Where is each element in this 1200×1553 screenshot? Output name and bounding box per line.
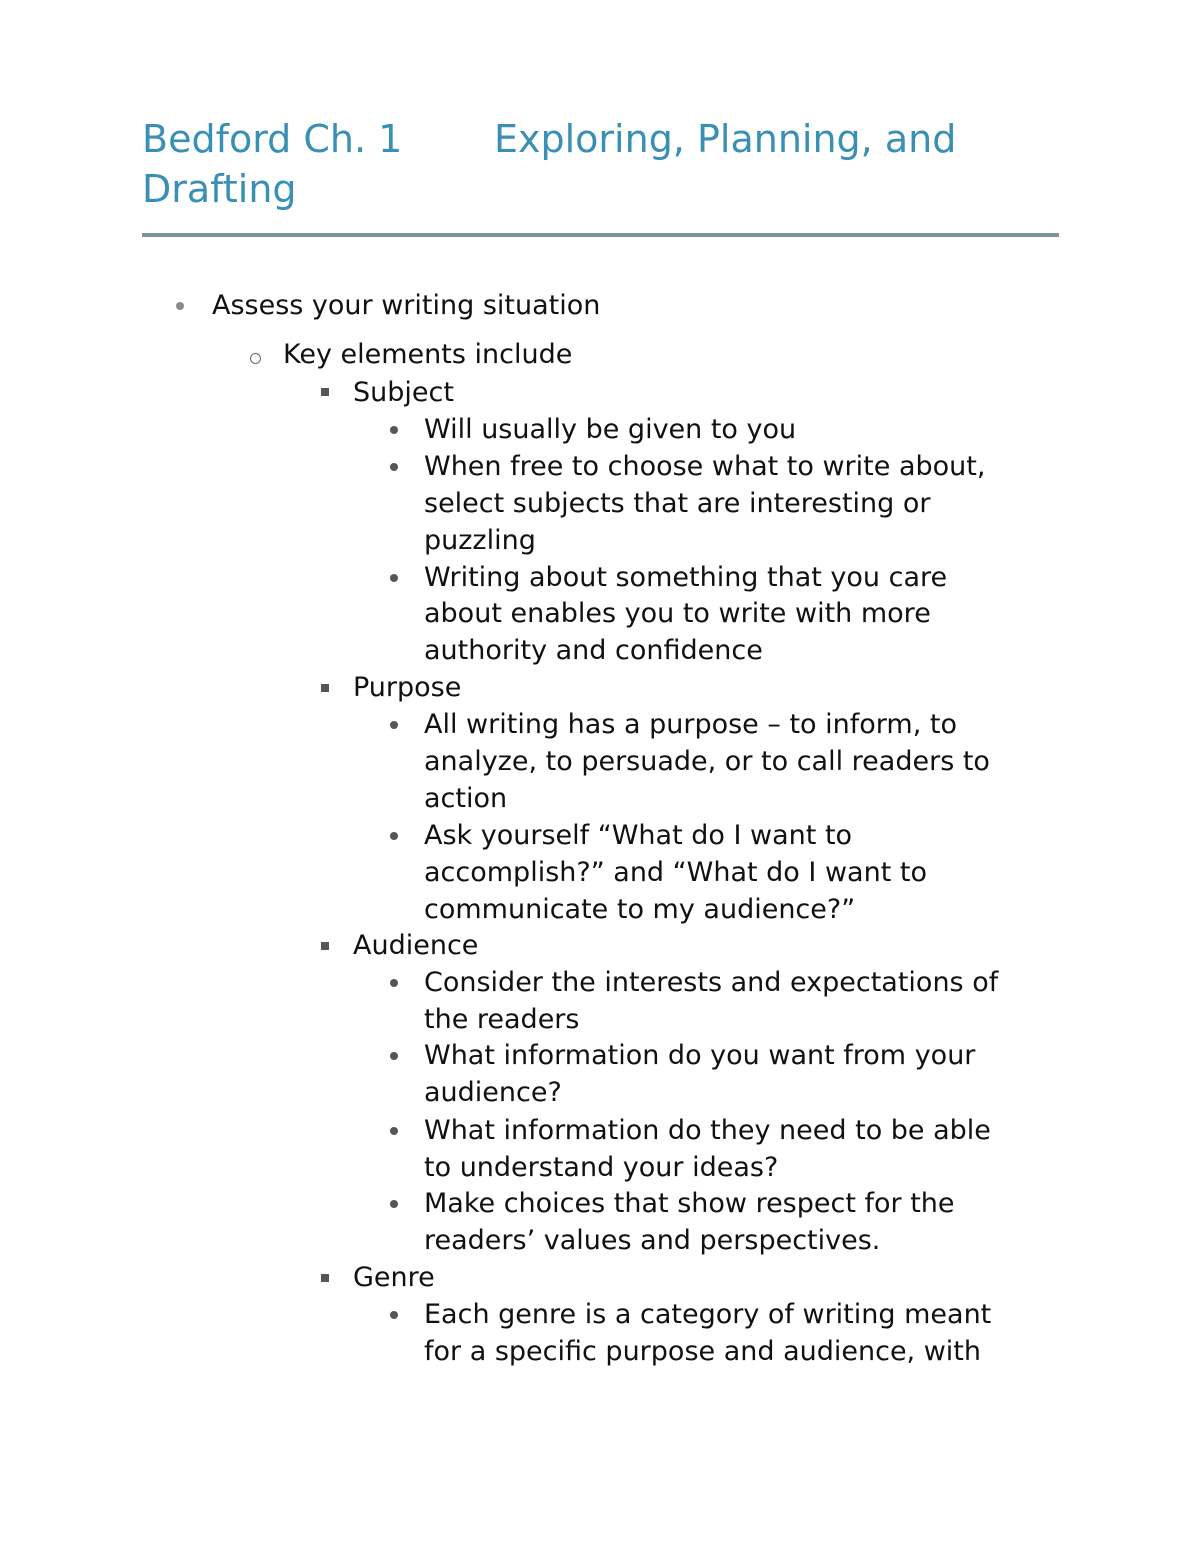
title-main: Exploring, Planning, and [494,117,957,161]
list-item-text: When free to choose what to write about, [424,451,986,482]
title-divider [142,233,1059,237]
list-item-text: All writing has a purpose – to inform, to [424,709,957,740]
list-item-assess: Assess your writing situation [212,290,601,321]
bullet-icon [390,463,398,471]
list-item-text: audience? [424,1077,562,1108]
list-item-text: to understand your ideas? [424,1152,779,1183]
list-item-text: What information do you want from your [424,1040,976,1071]
bullet-icon [390,1127,398,1135]
list-item-subject: Subject [353,377,454,408]
list-item-text: communicate to my audience?” [424,894,856,925]
bullet-icon [390,426,398,434]
title-chapter: Bedford Ch. 1 [142,117,403,161]
list-item-purpose: Purpose [353,672,462,703]
bullet-icon [390,574,398,582]
list-item-text: for a specific purpose and audience, with [424,1336,982,1367]
list-item-text: action [424,783,508,814]
list-item-text: Writing about something that you care [424,562,948,593]
list-item-text: analyze, to persuade, or to call readers to [424,746,990,777]
square-bullet-icon [321,942,329,950]
list-item-text: accomplish?” and “What do I want to [424,857,927,888]
list-item-text: Each genre is a category of writing meant [424,1299,992,1330]
bullet-icon [390,1200,398,1208]
list-item-text: Make choices that show respect for the [424,1188,955,1219]
list-item-text: select subjects that are interesting or [424,488,931,519]
list-item-text: Consider the interests and expectations of [424,967,999,998]
list-item-text: readers’ values and perspectives. [424,1225,881,1256]
title-continuation: Drafting [142,167,297,211]
list-item-genre: Genre [353,1262,435,1293]
list-item-text: the readers [424,1004,580,1035]
square-bullet-icon [321,1274,329,1282]
square-bullet-icon [321,388,329,396]
bullet-icon [390,1052,398,1060]
list-item-text: authority and confidence [424,635,763,666]
bullet-icon [176,302,184,310]
list-item-audience: Audience [353,930,479,961]
list-item-text: puzzling [424,525,536,556]
list-item-text: What information do they need to be able [424,1115,991,1146]
list-item-text: Will usually be given to you [424,414,797,445]
circle-bullet-icon [250,353,261,364]
bullet-icon [390,979,398,987]
list-item-text: about enables you to write with more [424,598,931,629]
list-item-text: Ask yourself “What do I want to [424,820,853,851]
bullet-icon [390,832,398,840]
bullet-icon [390,1311,398,1319]
page-title [142,114,1042,214]
square-bullet-icon [321,684,329,692]
bullet-icon [390,721,398,729]
list-item-key-elements: Key elements include [283,339,573,370]
